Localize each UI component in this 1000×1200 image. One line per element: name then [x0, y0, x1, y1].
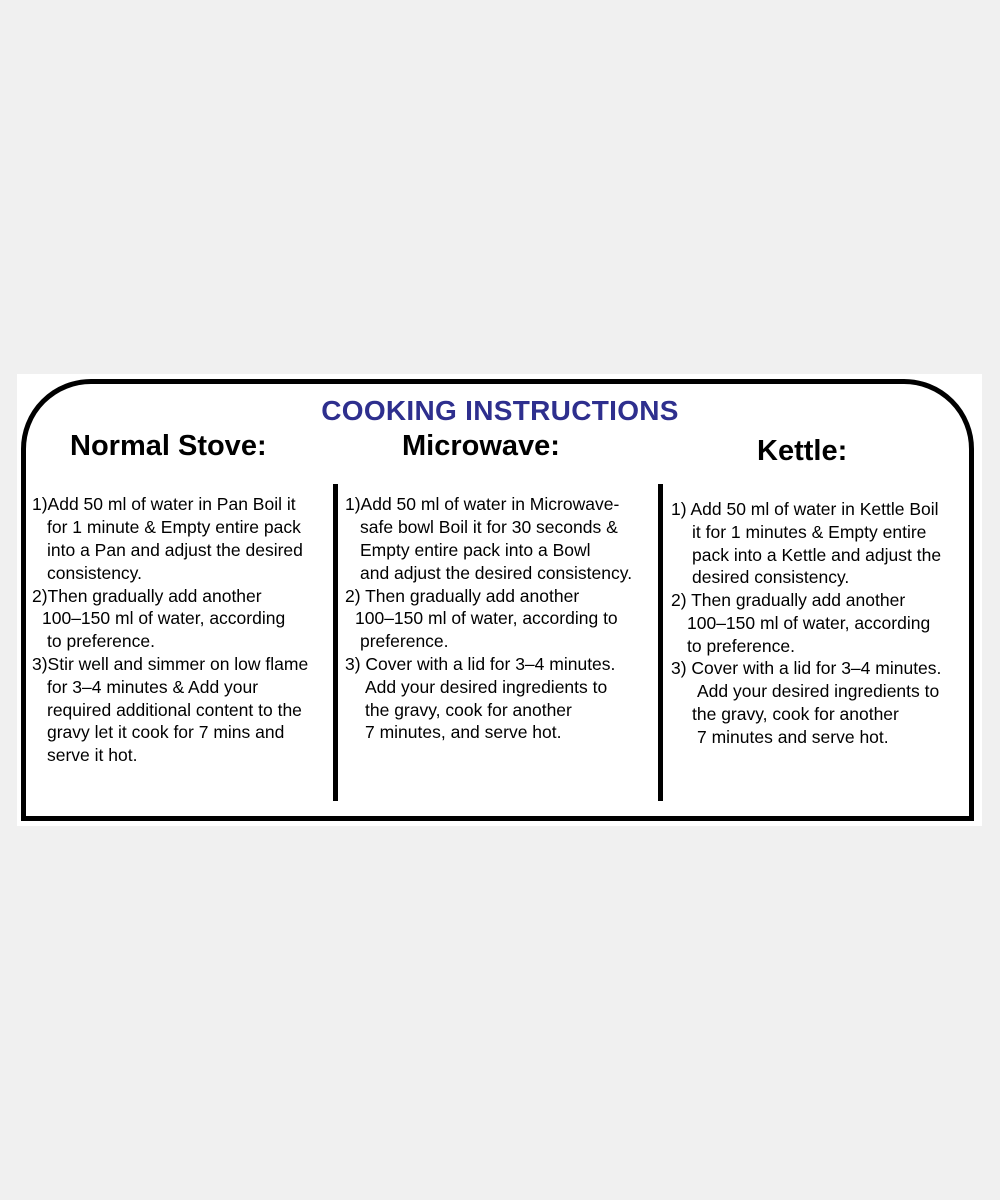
instruction-line: 1) Add 50 ml of water in Kettle Boil — [671, 499, 939, 519]
instruction-line: 3) Cover with a lid for 3–4 minutes. — [345, 654, 616, 674]
instruction-line: required additional content to the — [47, 700, 302, 720]
instruction-line: consistency. — [47, 563, 142, 583]
instruction-line: it for 1 minutes & Empty entire — [692, 522, 927, 542]
instruction-line: Empty entire pack into a Bowl — [360, 540, 591, 560]
instruction-line: 1)Add 50 ml of water in Pan Boil it — [32, 494, 296, 514]
instruction-line: Add your desired ingredients to — [697, 681, 940, 701]
column-divider — [333, 484, 338, 801]
label-title: COOKING INSTRUCTIONS — [321, 395, 679, 426]
instruction-line: serve it hot. — [47, 745, 138, 765]
heading-microwave: Microwave: — [402, 430, 560, 462]
instruction-line: 2)Then gradually add another — [32, 586, 262, 606]
instruction-line: 7 minutes and serve hot. — [697, 727, 889, 747]
instruction-line: into a Pan and adjust the desired — [47, 540, 303, 560]
instruction-line: safe bowl Boil it for 30 seconds & — [360, 517, 618, 537]
instruction-line: 1)Add 50 ml of water in Microwave- — [345, 494, 620, 514]
instruction-line: pack into a Kettle and adjust the — [692, 545, 942, 565]
instruction-line: desired consistency. — [692, 567, 850, 587]
instruction-line: 3)Stir well and simmer on low flame — [32, 654, 309, 674]
instruction-line: 3) Cover with a lid for 3–4 minutes. — [671, 658, 942, 678]
heading-normal-stove: Normal Stove: — [70, 430, 267, 462]
instruction-line: for 1 minute & Empty entire pack — [47, 517, 301, 537]
instruction-line: 100–150 ml of water, according — [687, 613, 931, 633]
instruction-line: 7 minutes, and serve hot. — [365, 722, 562, 742]
instruction-line: gravy let it cook for 7 mins and — [47, 722, 285, 742]
column-divider — [658, 484, 663, 801]
instruction-line: to preference. — [687, 636, 795, 656]
instruction-line: 100–150 ml of water, according to — [355, 608, 618, 628]
instruction-line: preference. — [360, 631, 449, 651]
instruction-line: 100–150 ml of water, according — [42, 608, 286, 628]
instruction-line: Add your desired ingredients to — [365, 677, 608, 697]
instruction-line: and adjust the desired consistency. — [360, 563, 633, 583]
instruction-line: 2) Then gradually add another — [671, 590, 906, 610]
instruction-line: for 3–4 minutes & Add your — [47, 677, 259, 697]
instruction-line: the gravy, cook for another — [365, 700, 572, 720]
instruction-line: to preference. — [47, 631, 155, 651]
heading-kettle: Kettle: — [757, 435, 848, 467]
instruction-line: the gravy, cook for another — [692, 704, 899, 724]
instruction-line: 2) Then gradually add another — [345, 586, 580, 606]
